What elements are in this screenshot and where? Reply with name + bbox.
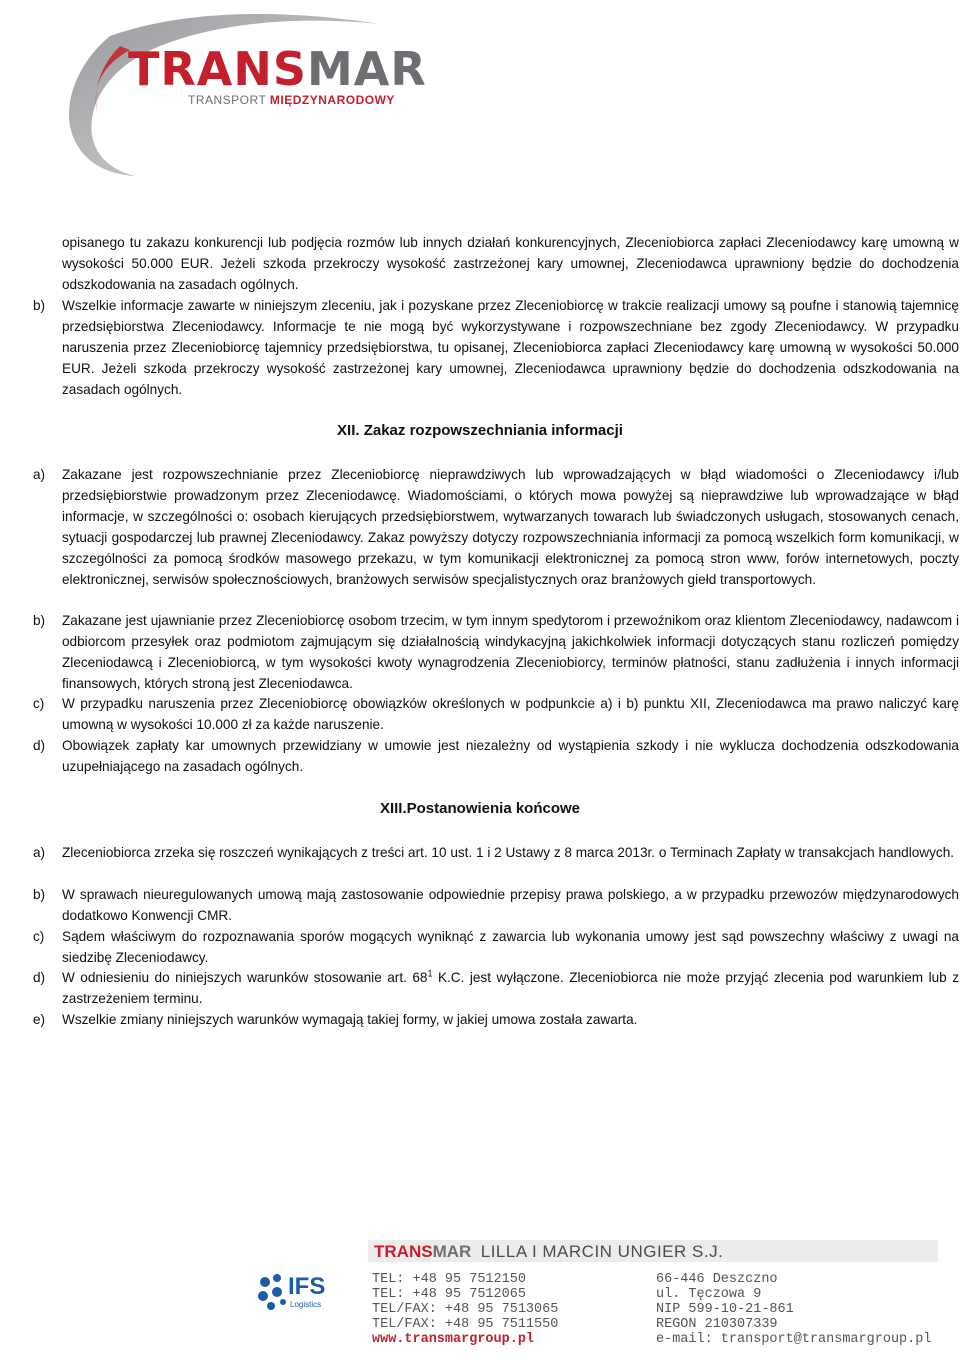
list-item-label: b) <box>33 613 46 628</box>
list-item <box>33 842 959 863</box>
footer-website-link[interactable]: www.transmargroup.pl <box>372 1332 535 1347</box>
ifs-name: IFS <box>288 1273 326 1300</box>
footer-address-line: 66-446 Deszczno <box>656 1272 778 1287</box>
footer-mar: MAR <box>432 1242 472 1261</box>
footer-address-line: REGON 210307339 <box>656 1317 778 1332</box>
continuation-paragraph <box>62 232 959 295</box>
list-item <box>33 967 959 1009</box>
footer <box>0 1232 960 1360</box>
footer-phone: TEL: +48 95 7512150 <box>372 1272 526 1287</box>
list-item-label: c) <box>33 696 45 711</box>
footer-company-name <box>374 1242 723 1262</box>
list-item-label: b) <box>33 887 46 902</box>
footer-address-line: ul. Tęczowa 9 <box>656 1287 762 1302</box>
footer-trans: TRANS <box>374 1242 433 1261</box>
list-item-label: a) <box>33 467 46 482</box>
list-item-label: a) <box>33 845 46 860</box>
text-before-sup: W odniesieniu do niniejszych warunków stosowanie art. 68 <box>62 970 428 985</box>
list-item <box>33 1009 959 1030</box>
list-item-label: c) <box>33 929 45 944</box>
list-item-label: e) <box>33 1012 46 1027</box>
list-item-text: Sądem właściwym do rozpoznawania sporów mogących wyniknąć z zawarcia lub wykonania umowy jest sąd powszechny właściwy z uwagi na siedzibę Zleceniodawcy. <box>62 929 959 965</box>
list-item <box>33 735 959 777</box>
list-item-text: W sprawach nieuregulowanych umową mają zastosowanie odpowiednie przepisy prawa polskiego, a w przypadku przewozów międzynarodowych dodatkowo Konwencji CMR. <box>62 887 959 923</box>
list-item <box>33 464 959 590</box>
list-item <box>33 884 959 926</box>
tagline-miedzynarodowy: MIĘDZYNARODOWY <box>269 93 395 107</box>
list-item-label: d) <box>33 738 46 753</box>
list-item-label: d) <box>33 970 46 985</box>
logo-tagline <box>188 93 395 107</box>
footer-phone: TEL: +48 95 7512065 <box>372 1287 526 1302</box>
list-item-label: b) <box>33 298 46 313</box>
list-item-text: Zakazane jest rozpowszechnianie przez Zleceniobiorcę nieprawdziwych lub wprowadzających w błąd wiadomości o Zleceniodawcy i/lub przedsiębiorstwie prowadzonym przez Zleceniodawcę. Wiadomościami, o których mowa powyżej są nieprawdziwe lub wprowadzające w błąd informacje, w szczególności o: osobach kierujących przedsiębiorstwem, wytwarzanych towarach lub świadczonych usługach, stosowanych cenach, sytuacji gospodarczej lub prawnej Zleceniodawcy. Zakaz powyższy dotyczy rozpowszechniania informacji za pomocą wszelkich form komunikacji, w szczególności za pomocą środków masowego przekazu, w tym komunikacji elektronicznej za pomocą stron www, forów internetowych, poczty elektronicznej, serwisów społecznościowych, branżowych serwisów specjalistycznych oraz branżowych giełd transportowych. <box>62 467 959 587</box>
list-item-text: Wszelkie informacje zawarte w niniejszym zleceniu, jak i pozyskane przez Zleceniobiorcę w trakcie realizacji umowy są poufne i stanowią tajemnicę przedsiębiorstwa Zleceniodawcy. Informacje te nie mogą być wykorzystywane i rozpowszechniane bez zgody Zleceniodawcy. W przypadku naruszenia przez Zleceniobiorcę tajemnicy przedsiębiorstwa, tu opisanej, Zleceniobiorca zapłaci Zleceniodawcy karę umowną w wysokości 50.000 EUR. Jeżeli szkoda przekroczy wysokość zastrzeżonej kary umownej, Zleceniodawca uprawniony będzie do dochodzenia odszkodowania na zasadach ogólnych. <box>62 298 959 397</box>
list-item <box>33 926 959 968</box>
text-after-sup: K.C. jest wyłączone. Zleceniobiorca nie może przyjąć zlecenia pod warunkiem lub z zastrzeżeniem terminu. <box>62 970 959 1006</box>
tagline-transport: TRANSPORT <box>188 93 267 107</box>
logo-mar: MAR <box>307 42 427 96</box>
ifs-subtitle: Logistics <box>290 1300 322 1309</box>
list-item-text: W przypadku naruszenia przez Zleceniobiorcę obowiązków określonych w podpunkcie a) i b) punktu XII, Zleceniodawca ma prawo naliczyć karę umowną w wysokości 10.000 zł za każde naruszenie. <box>62 696 959 732</box>
list-item-text <box>62 967 959 1009</box>
footer-phone: TEL/FAX: +48 95 7513065 <box>372 1302 559 1317</box>
continuation-text: opisanego tu zakazu konkurencji lub podjęcia rozmów lub innych działań konkurencyjnych, Zleceniobiorca zapłaci Zleceniodawcy karę umowną w wysokości 50.000 EUR. Jeżeli szkoda przekroczy wysokość zastrzeżonej kary umownej, Zleceniodawca uprawniony będzie do dochodzenia odszkodowania na zasadach ogólnych. <box>62 235 959 292</box>
list-item <box>33 610 959 694</box>
footer-email-link[interactable]: e-mail: transport@transmargroup.pl <box>656 1332 932 1347</box>
list-item <box>33 693 959 735</box>
footer-phone: TEL/FAX: +48 95 7511550 <box>372 1317 559 1332</box>
list-item <box>33 295 959 400</box>
footer-company-rest: LILLA I MARCIN UNGIER S.J. <box>480 1242 724 1261</box>
transmar-logo-wordmark <box>128 42 427 96</box>
list-item-text: Wszelkie zmiany niniejszych warunków wymagają takiej formy, w jakiej umowa została zawarta. <box>62 1012 638 1027</box>
footer-address-line: NIP 599-10-21-861 <box>656 1302 794 1317</box>
list-item-text: Zakazane jest ujawnianie przez Zleceniobiorcę osobom trzecim, w tym innym spedytorom i przewoźnikom oraz klientom Zleceniodawcy, nadawcom i odbiorcom przesyłek oraz podmiotom zajmującym się działalnością windykacyjną jakichkolwiek informacji dotyczących stanu rozliczeń pomiędzy Zleceniodawcą i Zleceniobiorcą, w tym wysokości kwoty wynagrodzenia Zleceniobiorcy, terminów płatności, stanu zadłużenia i innych informacji finansowych, których stroną jest Zleceniodawca. <box>62 613 959 691</box>
section-heading-xiii: XIII.Postanowienia końcowe <box>379 800 581 817</box>
logo-trans: TRANS <box>128 42 308 96</box>
list-item-text: Obowiązek zapłaty kar umownych przewidziany w umowie jest niezależny od wystąpienia szkody i nie wyklucza dochodzenia odszkodowania uzupełniającego na zasadach ogólnych. <box>62 738 959 774</box>
section-heading-xii: XII. Zakaz rozpowszechniania informacji <box>337 422 623 439</box>
list-item-text: Zleceniobiorca zrzeka się roszczeń wynikających z treści art. 10 ust. 1 i 2 Ustawy z 8 marca 2013r. o Terminach Zapłaty w transakcjach handlowych. <box>62 845 955 860</box>
superscript: 1 <box>427 968 433 979</box>
